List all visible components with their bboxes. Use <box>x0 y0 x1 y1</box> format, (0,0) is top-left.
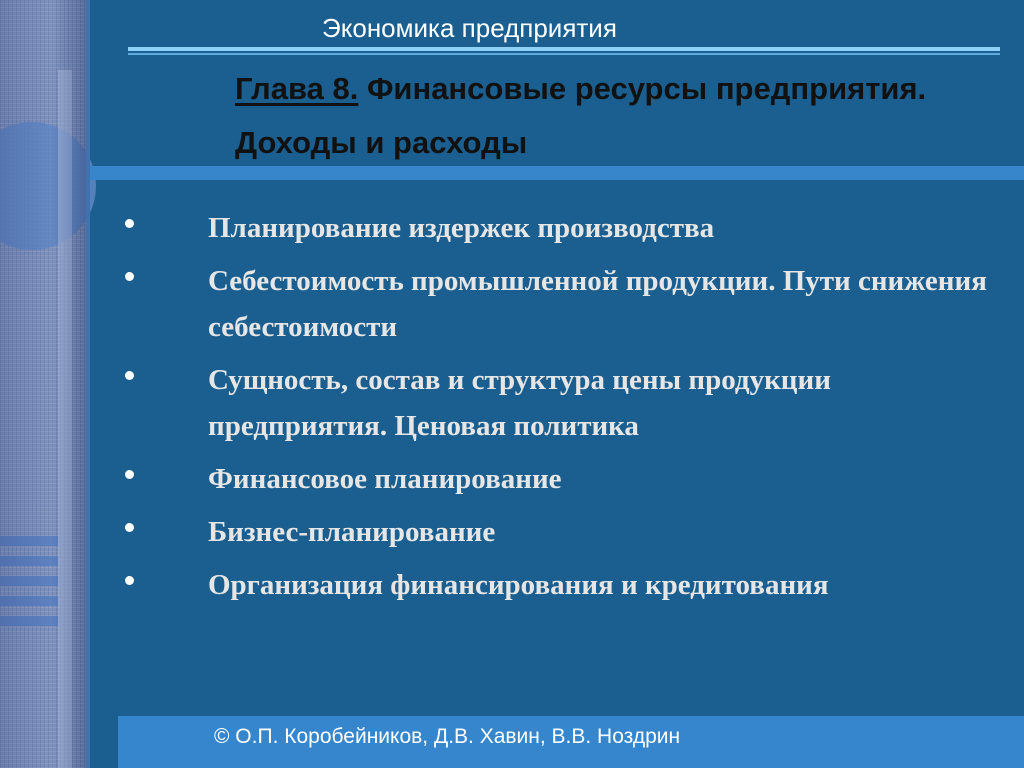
bullet-dot-icon <box>125 470 134 479</box>
bullet-list <box>120 205 1010 615</box>
chapter-name: Финансовые ресурсы предприятия. Доходы и расходы <box>235 71 927 160</box>
list-item-text: Планирование издержек производства <box>208 212 715 244</box>
copyright-text: © О.П. Коробейников, Д.В. Хавин, В.В. Ноздрин <box>214 725 681 748</box>
chapter-number: Глава 8. <box>235 71 359 106</box>
list-item <box>120 205 1010 251</box>
list-item <box>120 258 1010 350</box>
bullet-dot-icon <box>125 219 134 228</box>
decorative-strip-edge <box>86 0 90 768</box>
list-item <box>120 456 1010 502</box>
bullet-dot-icon <box>125 272 134 281</box>
list-item-text: Финансовое планирование <box>208 463 562 495</box>
list-item <box>120 562 1010 608</box>
list-item <box>120 509 1010 555</box>
bullet-dot-icon <box>125 523 134 532</box>
list-item-text: Себестоимость промышленной продукции. Пути снижения себестоимости <box>208 265 987 343</box>
chapter-title <box>235 62 995 170</box>
header-rule-secondary <box>128 53 1000 55</box>
bullet-dot-icon <box>125 576 134 585</box>
slide-header: Экономика предприятия <box>322 13 617 43</box>
list-item-text: Сущность, состав и структура цены продукции предприятия. Ценовая политика <box>208 364 831 442</box>
list-item-text: Организация финансирования и кредитования <box>208 569 829 601</box>
header-rule <box>128 47 1000 51</box>
footer-band <box>118 716 1024 768</box>
bullet-dot-icon <box>125 371 134 380</box>
list-item <box>120 357 1010 449</box>
decorative-strip-shade <box>0 0 86 768</box>
list-item-text: Бизнес-планирование <box>208 516 496 548</box>
separator-band <box>90 166 1024 180</box>
